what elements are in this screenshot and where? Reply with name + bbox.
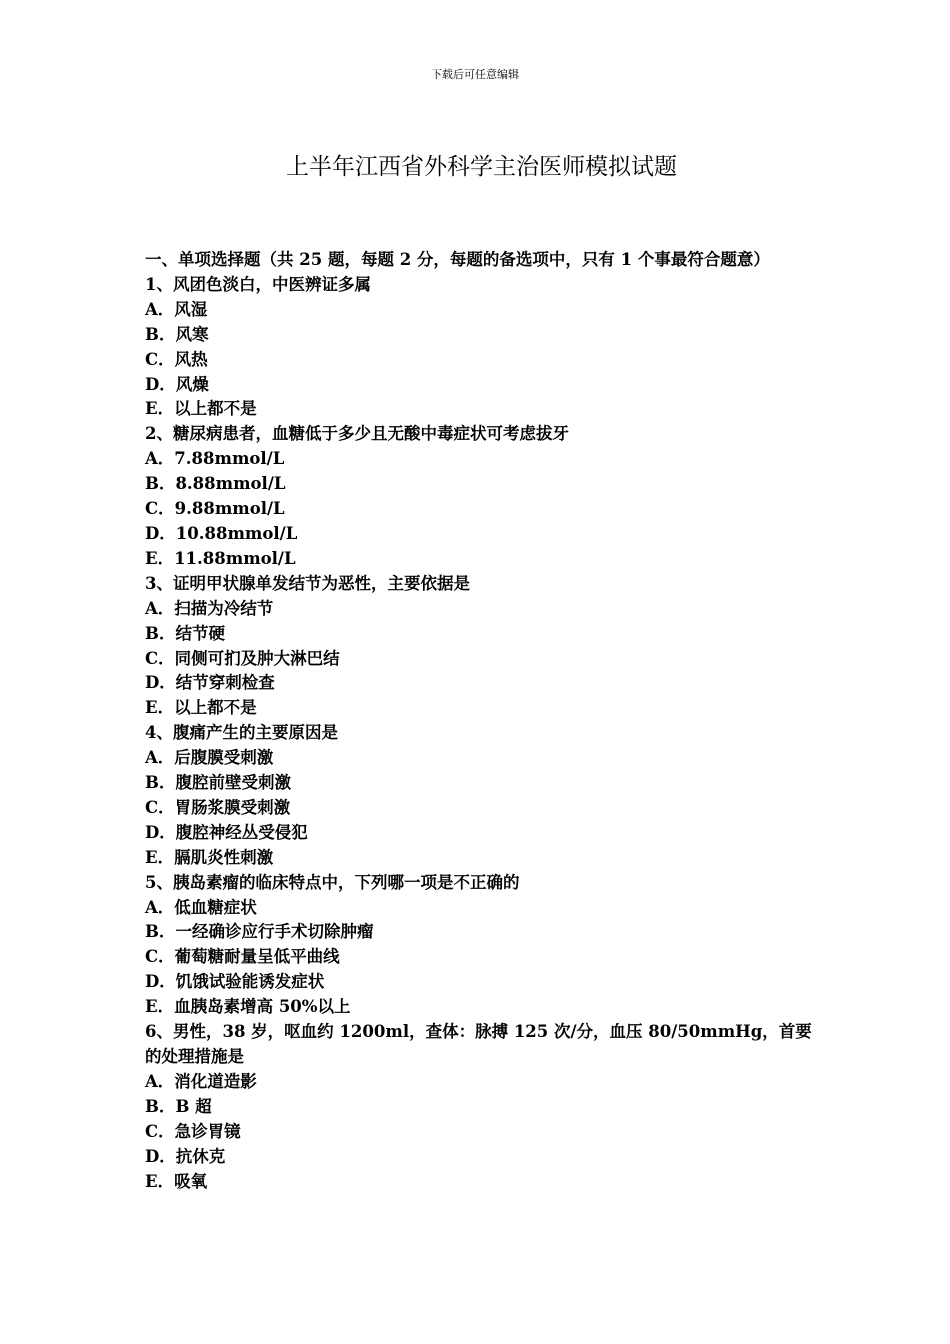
- answer-option: C．同侧可扪及肿大淋巴结: [145, 648, 340, 668]
- answer-option: B．结节硬: [145, 623, 225, 643]
- answer-option: B．腹腔前壁受刺激: [145, 773, 291, 793]
- answer-option: C．9.88mmol/L: [145, 499, 285, 519]
- answer-option: C．急诊胃镜: [145, 1121, 241, 1141]
- question-stem: 5、胰岛素瘤的临床特点中，下列哪一项是不正确的: [145, 872, 520, 892]
- page-header-note: 下载后可任意编辑: [431, 68, 519, 81]
- answer-option: A．后腹膜受刺激: [145, 748, 274, 768]
- question-stem: 4、腹痛产生的主要原因是: [145, 723, 338, 743]
- answer-option: A．低血糖症状: [145, 897, 257, 917]
- answer-option: D．风燥: [145, 374, 209, 394]
- answer-option: D．饥饿试验能诱发症状: [145, 972, 325, 992]
- question-stem: 2、糖尿病患者，血糖低于多少且无酸中毒症状可考虑拔牙: [145, 424, 569, 444]
- question-block: [145, 422, 813, 571]
- answer-option: C．风热: [145, 349, 208, 369]
- answer-option: D．10.88mmol/L: [145, 523, 298, 543]
- question-block: [145, 721, 813, 870]
- answer-option: E．以上都不是: [145, 698, 257, 718]
- answer-option: B．一经确诊应行手术切除肿瘤: [145, 922, 374, 942]
- answer-option: D．结节穿刺检查: [145, 673, 275, 693]
- question-block: [145, 1020, 813, 1194]
- question-stem: 3、证明甲状腺单发结节为恶性，主要依据是: [145, 573, 470, 593]
- answer-option: B．B 超: [145, 1096, 212, 1116]
- document-title: 上半年江西省外科学主治医师模拟试题: [286, 154, 677, 180]
- answer-option: C．葡萄糖耐量呈低平曲线: [145, 947, 340, 967]
- section-heading: 一、单项选择题（共 25 题，每题 2 分，每题的备选项中，只有 1 个事最符合题意）: [145, 250, 770, 269]
- answer-option: E．血胰岛素增高 50%以上: [145, 997, 351, 1017]
- answer-option: E．11.88mmol/L: [145, 548, 296, 568]
- question-block: [145, 572, 813, 721]
- answer-option: A．消化道造影: [145, 1071, 257, 1091]
- answer-option: E．膈肌炎性刺激: [145, 847, 274, 867]
- answer-option: A．扫描为冷结节: [145, 598, 274, 618]
- question-stem: 6、男性，38 岁，呕血约 1200ml，查体：脉搏 125 次/分，血压 80/50mmHg，首要的处理措施是: [145, 1022, 812, 1066]
- answer-option: B．8.88mmol/L: [145, 474, 286, 494]
- answer-option: A．7.88mmol/L: [145, 449, 285, 469]
- answer-option: D．抗休克: [145, 1146, 226, 1166]
- answer-option: E．以上都不是: [145, 399, 257, 419]
- exam-content: [145, 248, 813, 1194]
- question-block: [145, 273, 813, 422]
- question-block: [145, 871, 813, 1020]
- answer-option: C．胃肠浆膜受刺激: [145, 797, 291, 817]
- answer-option: D．腹腔神经丛受侵犯: [145, 822, 308, 842]
- answer-option: E．吸氧: [145, 1171, 208, 1191]
- answer-option: A．风湿: [145, 299, 208, 319]
- question-stem: 1、风团色淡白，中医辨证多属: [145, 274, 371, 294]
- answer-option: B．风寒: [145, 324, 209, 344]
